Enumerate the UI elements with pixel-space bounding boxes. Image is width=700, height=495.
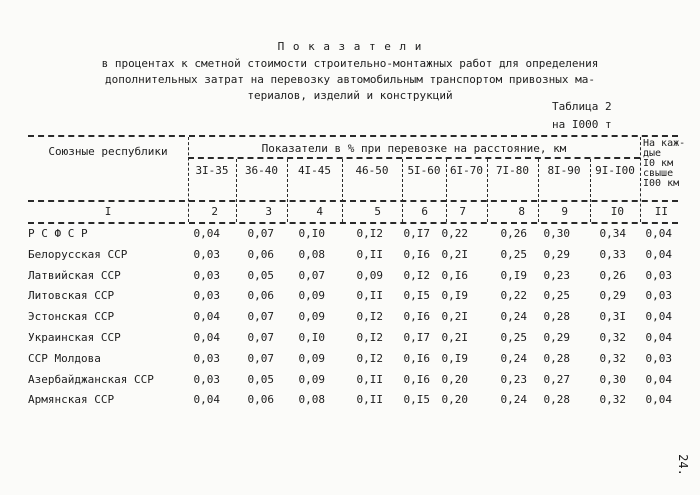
table-label: Таблица 2 (552, 100, 612, 113)
table-cell: 0,04 (645, 247, 672, 261)
table-cell: 0,I7 (403, 331, 430, 344)
table-cell: 0,07 (247, 310, 274, 324)
table-cell: 0,26 (599, 268, 626, 282)
table-cell: 0,2I (441, 247, 468, 261)
table-cell: 0,04 (645, 227, 672, 240)
table-row (0, 393, 700, 411)
table-cell: 0,I7 (403, 227, 430, 240)
header-last-col (643, 139, 685, 189)
table-cell: 0,23 (500, 372, 527, 386)
table-cell: 0,28 (543, 393, 570, 407)
table-cell: 0,07 (247, 351, 274, 365)
table-cell: 0,06 (247, 247, 274, 261)
row-label: Литовская ССР (28, 289, 115, 303)
table-cell: 0,07 (298, 268, 325, 282)
table-cell: 0,26 (500, 227, 527, 240)
table-cell: 0,I5 (403, 289, 430, 303)
header-last-col-line: дые (643, 148, 662, 159)
table-cell: 0,25 (543, 289, 570, 303)
table-cell: 0,3I (599, 310, 626, 324)
header-group: Показатели в % при перевозке на расстояние, км (261, 142, 567, 155)
table-cell: 0,2I (441, 310, 468, 324)
table-cell: 0,03 (645, 351, 672, 365)
table-cell: 0,06 (247, 289, 274, 303)
col-number: 7 (459, 205, 466, 218)
table-cell: 0,2I (441, 331, 468, 344)
table-cell: 0,I2 (356, 310, 383, 324)
table-cell: 0,I6 (403, 351, 430, 365)
table-cell: 0,20 (441, 393, 468, 407)
table-row (0, 352, 700, 370)
table-cell: 0,20 (441, 372, 468, 386)
table-cell: 0,04 (645, 372, 672, 386)
table-cell: 0,II (356, 289, 383, 303)
table-cell: 0,05 (247, 268, 274, 282)
table-row (0, 227, 700, 245)
row-label: Азербайджанская ССР (28, 372, 154, 386)
header-range: 6I-70 (449, 164, 484, 177)
table-cell: 0,II (356, 393, 383, 407)
header-range: 3I-35 (195, 164, 229, 177)
table-cell: 0,03 (645, 268, 672, 282)
table-cell: 0,09 (298, 351, 325, 365)
table-cell: 0,32 (599, 393, 626, 407)
table-cell: 0,32 (599, 351, 626, 365)
header-last-col-line: I0 км (643, 158, 674, 169)
table-cell: 0,27 (543, 372, 570, 386)
row-label: Белорусская ССР (28, 247, 128, 261)
col-number: 5 (374, 205, 381, 218)
table-cell: 0,03 (193, 351, 220, 365)
table-row (0, 373, 700, 391)
table-cell: 0,II (356, 247, 383, 261)
table-cell: 0,30 (599, 372, 626, 386)
col-number: I (104, 205, 112, 218)
table-cell: 0,I6 (403, 247, 430, 261)
table-cell: 0,06 (247, 393, 274, 407)
table-cell: 0,I5 (403, 393, 430, 407)
table-cell: 0,04 (645, 393, 672, 407)
header-range: 8I-90 (547, 164, 581, 177)
table-cell: 0,04 (193, 393, 220, 407)
table-cell: 0,09 (298, 372, 325, 386)
table-cell: 0,29 (599, 289, 626, 303)
table-cell: 0,04 (193, 227, 220, 240)
header-range: 5I-60 (407, 164, 441, 177)
header-range: 9I-I00 (595, 164, 635, 177)
table-cell: 0,03 (193, 372, 220, 386)
table-cell: 0,03 (193, 289, 220, 303)
col-number: 9 (561, 205, 568, 218)
table-cell: 0,03 (645, 289, 672, 303)
table-cell: 0,04 (193, 331, 220, 344)
table-cell: 0,I0 (298, 331, 325, 344)
table-cell: 0,03 (193, 268, 220, 282)
table-cell: 0,29 (543, 247, 570, 261)
table-row (0, 289, 700, 307)
col-number: 8 (518, 205, 525, 218)
header-last-col-line: свыше (643, 168, 674, 179)
subtitle-line-2: дополнительных затрат на перевозку автомобильным транспортом привозных ма- (104, 73, 596, 86)
table-cell: 0,34 (599, 227, 626, 240)
table-row (0, 269, 700, 287)
table-cell: 0,09 (298, 289, 325, 303)
col-number: 6 (421, 205, 428, 218)
page-number: 24. (675, 454, 690, 476)
header-republics: Союзные республики (48, 145, 168, 158)
table-row (0, 310, 700, 328)
table-cell: 0,29 (543, 331, 570, 344)
table-row (0, 248, 700, 266)
table-cell: 0,04 (193, 310, 220, 324)
table-cell: 0,22 (500, 289, 527, 303)
table-cell: 0,24 (500, 310, 527, 324)
row-label: Эстонская ССР (28, 310, 115, 324)
table-cell: 0,I2 (403, 268, 430, 282)
row-label: Армянская ССР (28, 393, 115, 407)
table-cell: 0,08 (298, 247, 325, 261)
table-cell: 0,28 (543, 310, 570, 324)
table-cell: 0,04 (645, 310, 672, 324)
row-label: Латвийская ССР (28, 268, 121, 282)
table-cell: 0,03 (193, 247, 220, 261)
header-range: 4I-45 (297, 164, 332, 177)
table-cell: 0,I9 (441, 289, 468, 303)
table-cell: 0,09 (298, 310, 325, 324)
table-cell: 0,25 (500, 331, 527, 344)
group-header-rule (188, 157, 640, 159)
table-cell: 0,I6 (403, 310, 430, 324)
numbers-bottom-rule (28, 222, 678, 224)
table-cell: 0,28 (543, 351, 570, 365)
page-title: П о к а з а т е л и (277, 40, 423, 53)
col-number: II (654, 205, 668, 218)
col-number: 3 (265, 205, 272, 218)
header-range: 46-50 (355, 164, 389, 177)
table-cell: 0,07 (247, 331, 274, 344)
table-cell: 0,II (356, 372, 383, 386)
table-cell: 0,23 (543, 268, 570, 282)
header-range: 36-40 (244, 164, 279, 177)
table-cell: 0,08 (298, 393, 325, 407)
header-last-col-line: На каж- (643, 138, 686, 149)
row-label: ССР Молдова (28, 351, 101, 365)
subtitle-line-1: в процентах к сметной стоимости строительно-монтажных работ для определения (101, 57, 599, 70)
table-cell: 0,25 (500, 247, 527, 261)
table-cell: 0,24 (500, 393, 527, 407)
table-cell: 0,I2 (356, 227, 383, 240)
table-cell: 0,24 (500, 351, 527, 365)
table-cell: 0,05 (247, 372, 274, 386)
table-row (0, 331, 700, 349)
col-number: 4 (316, 205, 323, 218)
row-label: Украинская ССР (28, 331, 121, 344)
table-cell: 0,30 (543, 227, 570, 240)
table-cell: 0,32 (599, 331, 626, 344)
unit-label: на I000 т (552, 118, 612, 131)
table-cell: 0,I2 (356, 351, 383, 365)
header-bottom-rule (28, 200, 678, 202)
table-cell: 0,I6 (403, 372, 430, 386)
col-number: I0 (610, 205, 624, 218)
table-top-rule (28, 135, 678, 137)
table-cell: 0,I6 (441, 268, 468, 282)
table-cell: 0,I9 (500, 268, 527, 282)
table-cell: 0,04 (645, 331, 672, 344)
header-last-col-line: I00 км (643, 178, 680, 189)
row-label: Р С Ф С Р (28, 227, 88, 240)
table-cell: 0,22 (441, 227, 468, 240)
table-cell: 0,07 (247, 227, 274, 240)
subtitle-line-3: териалов, изделий и конструкций (247, 89, 453, 102)
table-cell: 0,09 (356, 268, 383, 282)
table-cell: 0,I0 (298, 227, 325, 240)
table-cell: 0,I2 (356, 331, 383, 344)
col-number: 2 (211, 205, 218, 218)
table-cell: 0,I9 (441, 351, 468, 365)
header-range: 7I-80 (495, 164, 530, 177)
table-cell: 0,33 (599, 247, 626, 261)
